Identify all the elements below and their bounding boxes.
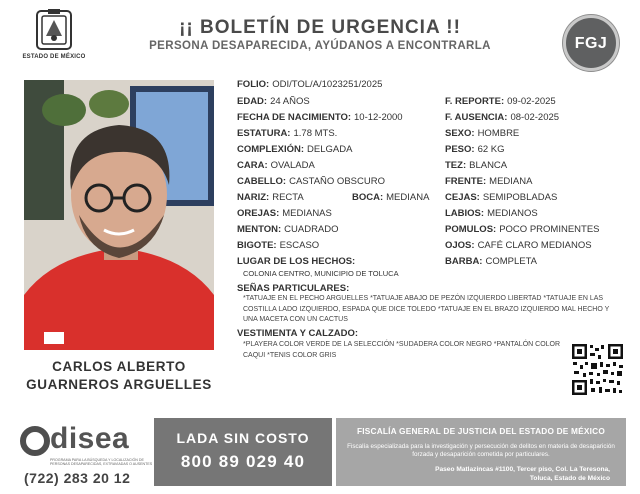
field-value: POCO PROMINENTES: [499, 224, 600, 235]
lada-label: LADA SIN COSTO: [176, 430, 310, 446]
field-value: 1.78 MTS.: [293, 128, 338, 139]
field-value: CAFÉ CLARO MEDIANOS: [477, 240, 592, 251]
field-lugar-label: [237, 256, 358, 267]
field-cejas: [445, 192, 557, 203]
field-bigote: [237, 240, 319, 251]
field-value: 24 AÑOS: [270, 96, 310, 107]
fgj-logo-text: FGJ: [574, 35, 608, 52]
fiscalia-address: [435, 465, 610, 483]
field-value: BLANCA: [469, 160, 508, 171]
field-label: FOLIO:: [237, 79, 270, 90]
field-label: CABELLO:: [237, 176, 287, 187]
bulletin-title: ¡¡ BOLETÍN DE URGENCIA !!: [179, 17, 461, 38]
field-value: 09-02-2025: [507, 96, 556, 107]
field-menton: [237, 224, 339, 235]
field-labios: [445, 208, 538, 219]
field-sexo: [445, 128, 519, 139]
field-value: RECTA: [272, 192, 304, 203]
lada-sin-costo-panel: [154, 418, 332, 486]
person-name-line1: CARLOS ALBERTO: [52, 359, 186, 374]
field-label: CEJAS:: [445, 192, 480, 203]
fiscalia-panel: [336, 418, 626, 486]
field-pomulos: [445, 224, 600, 235]
field-fecha-nacimiento: [237, 112, 403, 123]
field-value: CUADRADO: [284, 224, 339, 235]
field-label: POMULOS:: [445, 224, 497, 235]
field-nariz: [237, 192, 304, 203]
person-name: [14, 358, 224, 394]
qr-code: [571, 343, 624, 396]
field-estatura: [237, 128, 337, 139]
vestimenta-text: *PLAYERA COLOR VERDE DE LA SELECCIÓN *SUDADERA COLOR NEGRO *PANTALÓN COLOR CAQUI *TENIS COLOR GRIS: [243, 341, 561, 359]
field-label: OREJAS:: [237, 208, 280, 219]
field-value: CASTAÑO OBSCURO: [289, 176, 385, 187]
field-value: DELGADA: [307, 144, 353, 155]
field-label: F. AUSENCIA:: [445, 112, 508, 123]
field-label: PESO:: [445, 144, 475, 155]
odisea-word: disea: [50, 422, 130, 455]
field-value: COMPLETA: [485, 256, 538, 267]
field-edad: [237, 96, 310, 107]
bulletin-subtitle: PERSONA DESAPARECIDA, AYÚDANOS A ENCONTRARLA: [149, 40, 491, 52]
field-f-ausencia: [445, 112, 559, 123]
field-frente: [445, 176, 532, 187]
fiscalia-description: Fiscalía especializada para la investigación y persecución de delitos en materia de desaparición forzada y desaparición cometida por particulares.: [347, 443, 615, 458]
state-logo-caption: ESTADO DE MÉXICO: [22, 54, 86, 60]
field-label: COMPLEXIÓN:: [237, 144, 305, 155]
field-label: SEXO:: [445, 128, 475, 139]
fiscalia-title: FISCALÍA GENERAL DE JUSTICIA DEL ESTADO DE MÉXICO: [357, 426, 605, 436]
field-orejas: [237, 208, 332, 219]
field-barba: [445, 256, 537, 267]
field-value: 10-12-2000: [354, 112, 403, 123]
field-value: 08-02-2025: [510, 112, 560, 123]
field-value: ESCASO: [279, 240, 320, 251]
odisea-phone: (722) 283 20 12: [24, 470, 131, 486]
field-value: OVALADA: [270, 160, 315, 171]
person-name-line2: GUARNEROS ARGUELLES: [26, 377, 212, 392]
senas-label: SEÑAS PARTICULARES:: [237, 283, 350, 294]
field-label: OJOS:: [445, 240, 475, 251]
field-value: HOMBRE: [477, 128, 520, 139]
address-line1: Paseo Matlazincas #1100, Tercer piso, Col. La Teresona,: [435, 466, 610, 473]
field-label: CARA:: [237, 160, 268, 171]
field-value: COLONIA CENTRO, MUNICIPIO DE TOLUCA: [243, 269, 399, 278]
field-tez: [445, 160, 507, 171]
field-label: BIGOTE:: [237, 240, 277, 251]
vestimenta-label: VESTIMENTA Y CALZADO:: [237, 328, 359, 339]
field-folio: [237, 79, 382, 90]
address-line2: Toluca, Estado de México: [529, 475, 610, 482]
field-label: LUGAR DE LOS HECHOS:: [237, 256, 356, 267]
field-boca: [352, 192, 429, 203]
field-label: BARBA:: [445, 256, 483, 267]
field-label: BOCA:: [352, 192, 384, 203]
odisea-description: PROGRAMA PARA LA BÚSQUEDA Y LOCALIZACIÓN DE PERSONAS DESAPARECIDAS, EXTRAVIADAS O AUSENTES: [50, 458, 153, 467]
field-label: TEZ:: [445, 160, 467, 171]
field-value: MEDIANAS: [282, 208, 332, 219]
field-lugar-value: [243, 269, 399, 278]
fgj-logo: [563, 15, 619, 71]
field-label: FECHA DE NACIMIENTO:: [237, 112, 351, 123]
field-value: ODI/TOL/A/1023251/2025: [272, 79, 383, 90]
field-value: MEDIANA: [489, 176, 533, 187]
field-label: EDAD:: [237, 96, 268, 107]
odisea-o-icon: [20, 426, 50, 456]
senas-text: *TATUAJE EN EL PECHO ARGUELLES *TATUAJE ABAJO DE PEZÓN IZQUIERDO LIBERTAD *TATUAJE EN LAS COSTILLA LADO IZQUIERDO, ESPADA QUE DICE TOLEDO *TATUAJE EN EL BRAZO IZQUIERDO MAL HECHO Y UNA MACETA CON UN CACTUS: [243, 295, 610, 323]
field-value: MEDIANOS: [487, 208, 538, 219]
field-label: LABIOS:: [445, 208, 485, 219]
qr-code-icon: [571, 343, 624, 396]
field-label: NARIZ:: [237, 192, 270, 203]
field-label: FRENTE:: [445, 176, 487, 187]
field-cara: [237, 160, 315, 171]
field-value: MEDIANA: [386, 192, 430, 203]
estado-de-mexico-logo: [14, 8, 94, 60]
field-label: F. REPORTE:: [445, 96, 505, 107]
coat-of-arms-icon: [34, 8, 74, 52]
field-f-reporte: [445, 96, 556, 107]
field-label: ESTATURA:: [237, 128, 291, 139]
field-value: 62 KG: [477, 144, 505, 155]
person-photo: [24, 80, 214, 350]
field-cabello: [237, 176, 385, 187]
lada-number: 800 89 029 40: [180, 452, 306, 471]
field-peso: [445, 144, 505, 155]
field-ojos: [445, 240, 592, 251]
field-complexion: [237, 144, 352, 155]
field-value: SEMIPOBLADAS: [482, 192, 558, 203]
field-label: MENTON:: [237, 224, 282, 235]
